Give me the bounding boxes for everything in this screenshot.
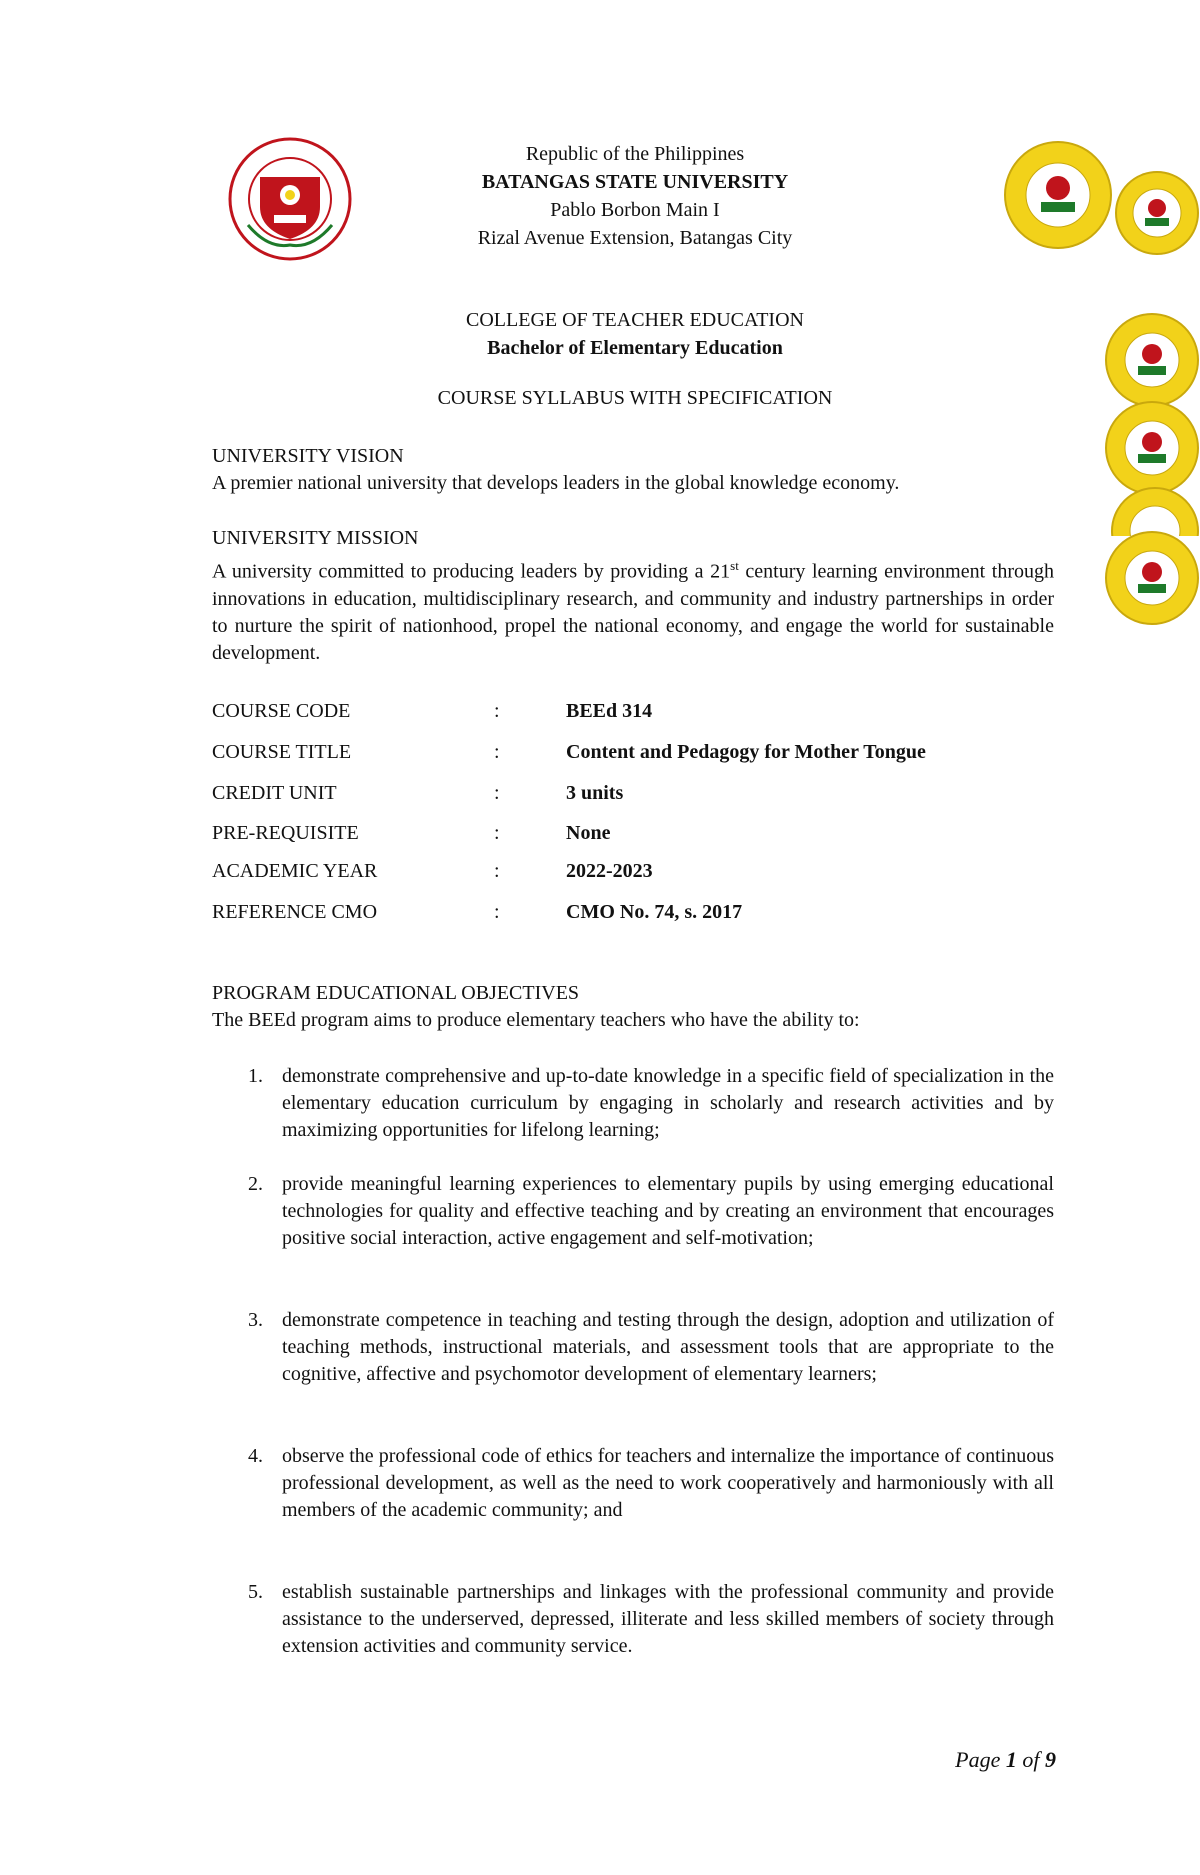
vision-heading: UNIVERSITY VISION bbox=[212, 445, 404, 467]
course-info-sep: : bbox=[494, 901, 500, 923]
mission-heading: UNIVERSITY MISSION bbox=[212, 527, 419, 549]
course-info-value: BEEd 314 bbox=[566, 700, 653, 722]
objectives-intro: The BEEd program aims to produce elementary teachers who have the ability to: bbox=[212, 1009, 860, 1031]
list-item-text: observe the professional code of ethics for teachers and internalize the importance of continuous professional development, as well as the need to work cooperatively and harmoniously with all members of the academic community; and bbox=[282, 1445, 1054, 1521]
course-info-label: REFERENCE CMO bbox=[212, 901, 378, 923]
course-info-value: None bbox=[566, 822, 611, 844]
vision-text: A premier national university that develops leaders in the global knowledge economy. bbox=[212, 472, 900, 494]
cte-seal-icon bbox=[1104, 530, 1200, 626]
course-info-value: 2022-2023 bbox=[566, 860, 653, 882]
course-info-label: COURSE CODE bbox=[212, 700, 351, 722]
college-name: COLLEGE OF TEACHER EDUCATION bbox=[466, 309, 804, 331]
cte-seal-icon bbox=[1104, 400, 1200, 496]
course-info-label: CREDIT UNIT bbox=[212, 782, 337, 804]
list-item-number: 5. bbox=[248, 1581, 263, 1603]
vision-section bbox=[212, 443, 1054, 497]
page-word: Page bbox=[955, 1747, 1001, 1772]
course-info-sep: : bbox=[494, 822, 500, 844]
list-item-number: 2. bbox=[248, 1173, 263, 1195]
of-word: of bbox=[1022, 1747, 1040, 1772]
course-info-table bbox=[212, 700, 1054, 940]
mission-text-after: century learning environment through innovations in education, multidisciplinary research, and community and industry partnerships in order to nurture the spirit of nationhood, propel the national economy, and engage the world for sustainable development. bbox=[212, 560, 1054, 664]
list-item-text: demonstrate competence in teaching and testing through the design, adoption and utilization of teaching methods, instructional materials, and assessment tools that are appropriate to the cognitive, affective and psychomotor development of elementary learners; bbox=[282, 1309, 1054, 1385]
cte-seal-icon bbox=[1110, 486, 1200, 536]
page-title: COURSE SYLLABUS WITH SPECIFICATION bbox=[437, 387, 833, 409]
list-item-number: 4. bbox=[248, 1445, 263, 1467]
course-info-label: ACADEMIC YEAR bbox=[212, 860, 378, 882]
country-line: Republic of the Philippines bbox=[525, 143, 745, 165]
course-info-sep: : bbox=[494, 860, 500, 882]
college-block bbox=[330, 306, 940, 362]
list-item-number: 3. bbox=[248, 1309, 263, 1331]
university-header bbox=[330, 140, 940, 252]
cte-seal-icon bbox=[1003, 140, 1113, 250]
page-total: 9 bbox=[1045, 1747, 1056, 1772]
cte-seal-icon bbox=[1104, 312, 1200, 408]
course-info-sep: : bbox=[494, 741, 500, 763]
course-info-sep: : bbox=[494, 782, 500, 804]
list-item-text: provide meaningful learning experiences to elementary pupils by using emerging educational technologies for quality and effective teaching and by creating an environment that encourages positive social interaction, active engagement and self-motivation; bbox=[282, 1173, 1054, 1249]
cte-seal-icon bbox=[1114, 170, 1200, 256]
list-item-text: demonstrate comprehensive and up-to-date knowledge in a specific field of specialization in the elementary education curriculum by engaging in scholarly and research activities and by maximizing opportunities for lifelong learning; bbox=[282, 1065, 1054, 1141]
course-info-label: COURSE TITLE bbox=[212, 741, 352, 763]
course-info-label: PRE-REQUISITE bbox=[212, 822, 359, 844]
list-item-text: establish sustainable partnerships and linkages with the professional community and provide assistance to the underserved, depressed, illiterate and less skilled members of society through extension activities and community service. bbox=[282, 1581, 1054, 1657]
objectives-heading: PROGRAM EDUCATIONAL OBJECTIVES bbox=[212, 982, 580, 1004]
objectives-section bbox=[212, 980, 1054, 1034]
course-info-value: Content and Pedagogy for Mother Tongue bbox=[566, 741, 926, 763]
course-info-value: CMO No. 74, s. 2017 bbox=[566, 901, 743, 923]
page-current: 1 bbox=[1005, 1747, 1017, 1772]
course-info-sep: : bbox=[494, 700, 500, 722]
address-line: Rizal Avenue Extension, Batangas City bbox=[477, 227, 793, 249]
mission-text bbox=[212, 552, 1054, 667]
campus-line: Pablo Borbon Main I bbox=[550, 199, 720, 221]
objectives-list bbox=[212, 1063, 1054, 1663]
list-item-number: 1. bbox=[248, 1065, 263, 1087]
mission-superscript: st bbox=[730, 558, 739, 573]
university-name: BATANGAS STATE UNIVERSITY bbox=[481, 171, 789, 193]
program-name: Bachelor of Elementary Education bbox=[487, 337, 783, 359]
course-info-value: 3 units bbox=[566, 782, 624, 804]
page-number bbox=[900, 1747, 1056, 1773]
mission-text-before: A university committed to producing leaders by providing a 21 bbox=[212, 560, 731, 583]
mission-section bbox=[212, 525, 1054, 667]
